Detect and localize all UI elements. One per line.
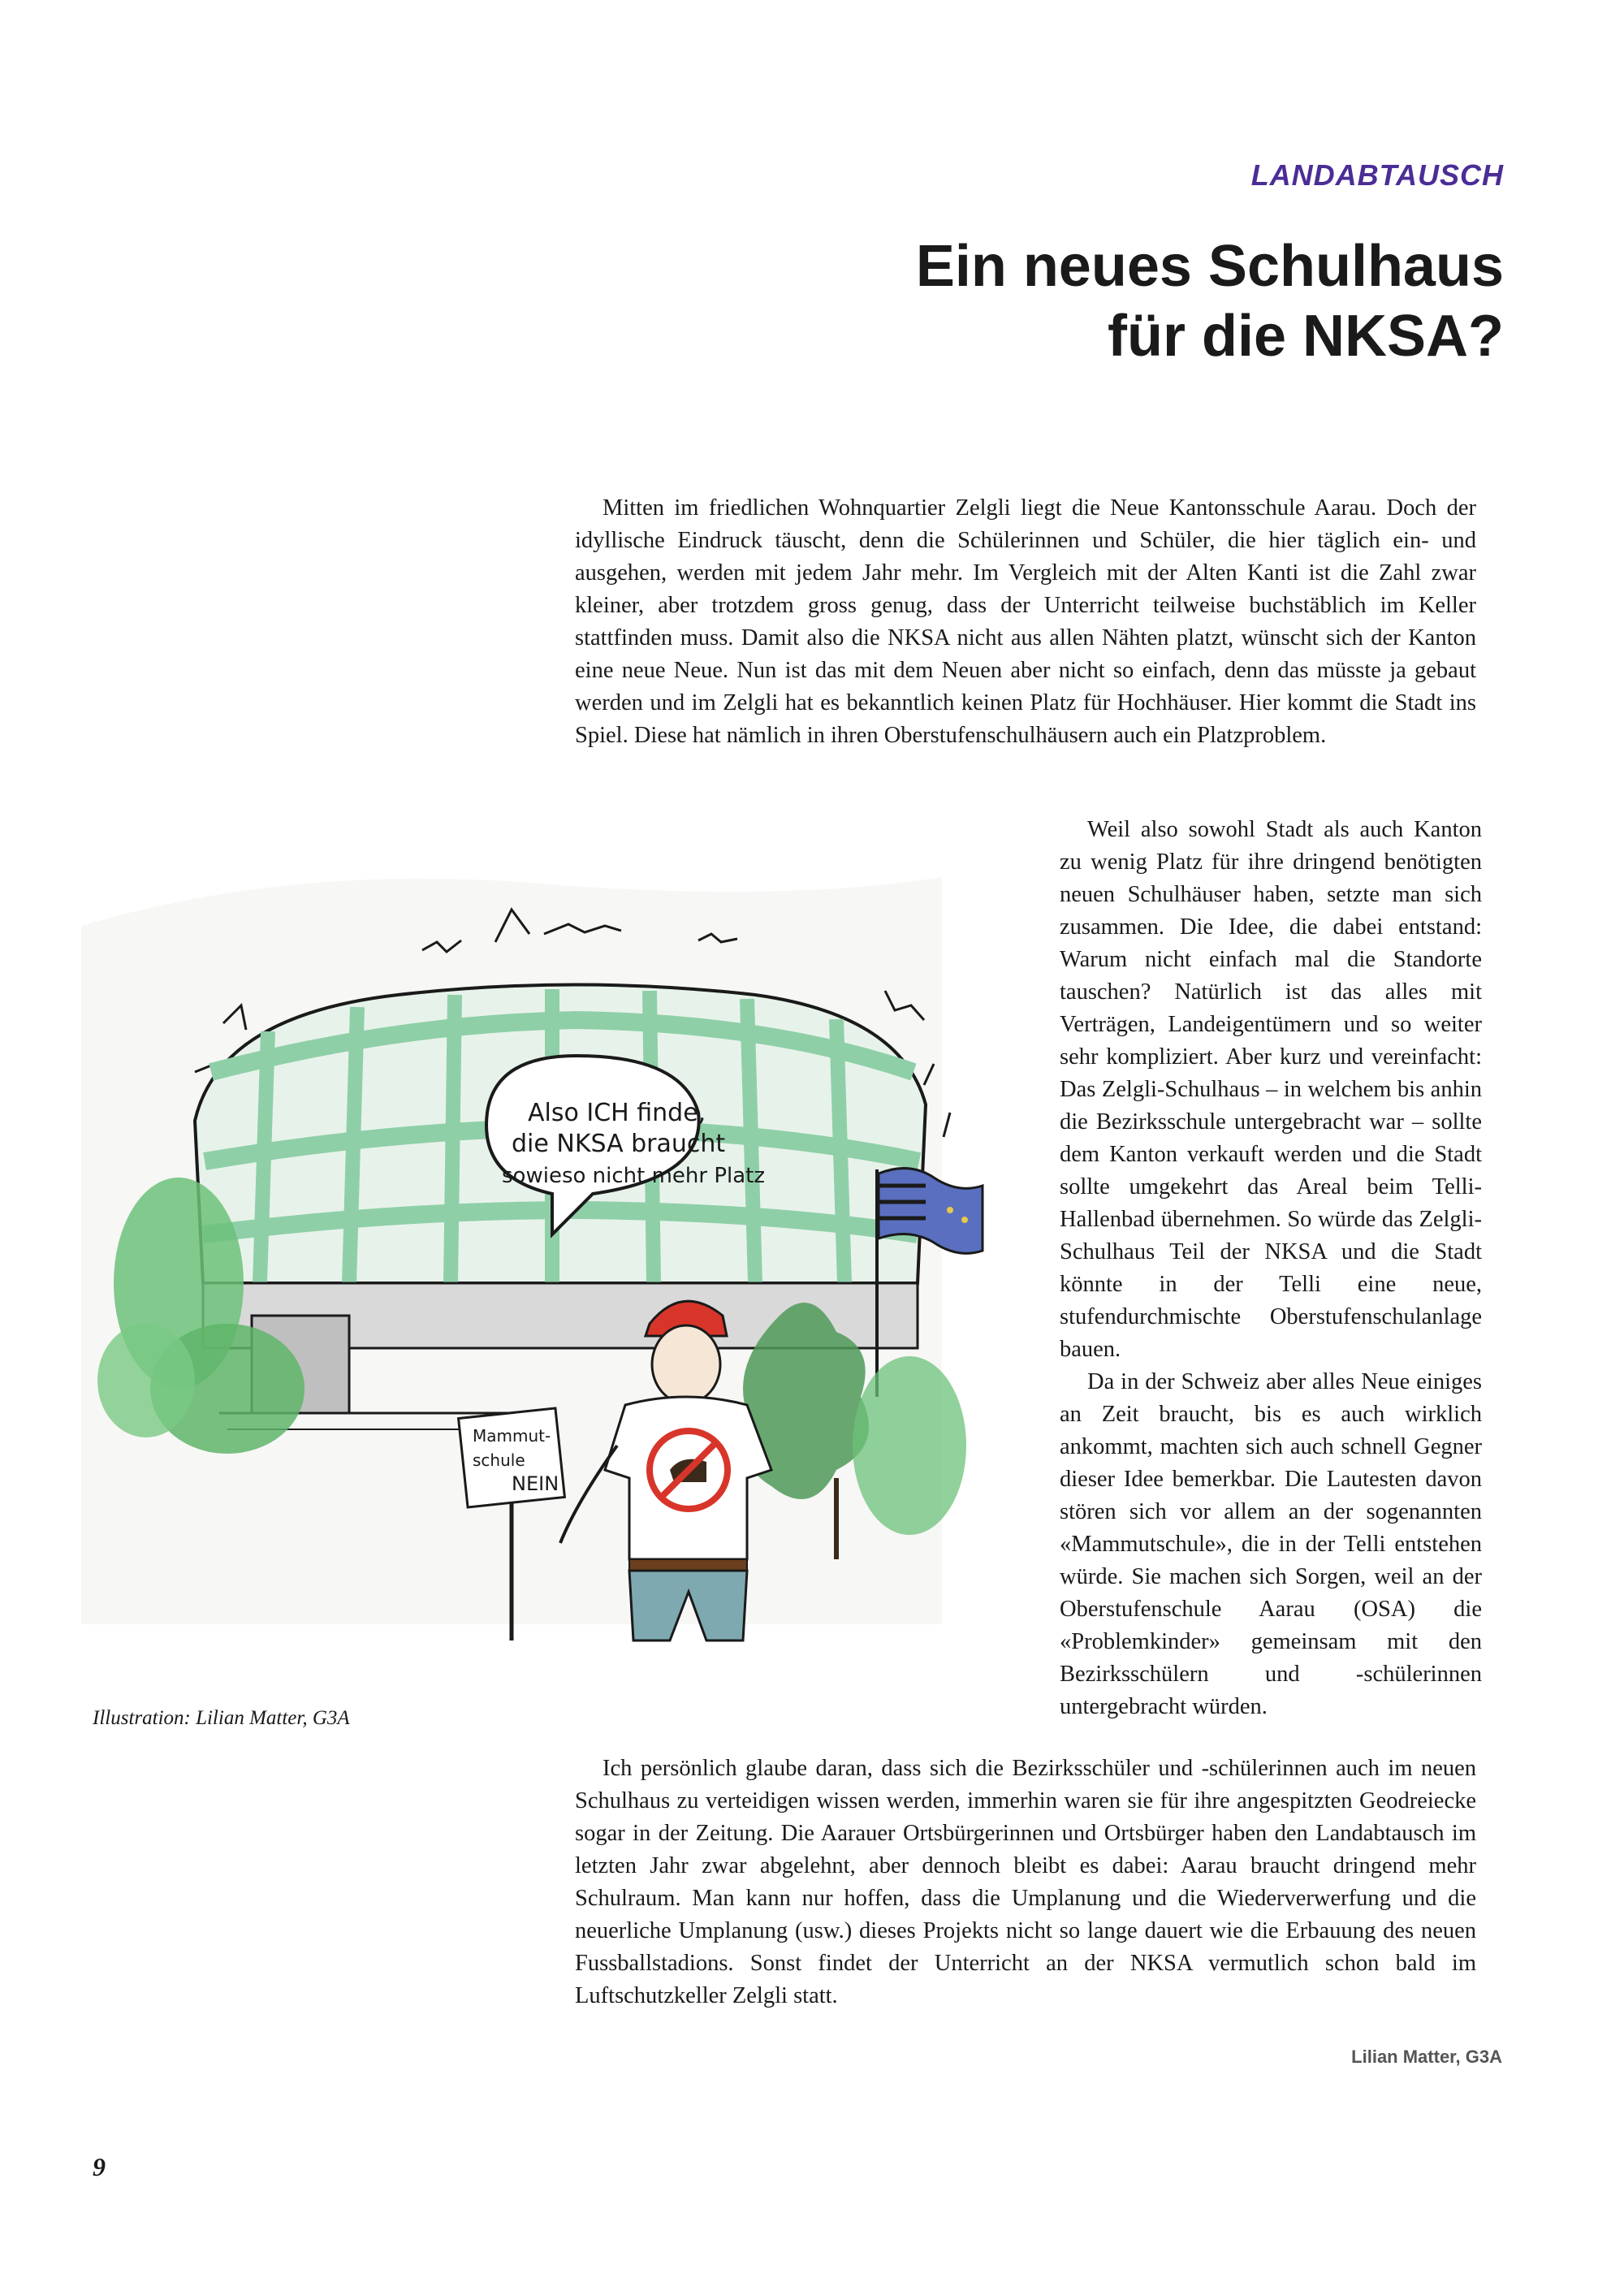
author-byline: Lilian Matter, G3A [1351, 2047, 1502, 2067]
building-cartoon-drawing [57, 828, 1031, 1665]
sign-line-2: schule [473, 1450, 525, 1470]
title-line-1: Ein neues Schulhaus [915, 234, 1504, 299]
sign-line-1: Mammut- [473, 1426, 551, 1446]
bubble-line-1: Also ICH finde, [528, 1099, 706, 1127]
title-line-2: für die NKSA? [1107, 304, 1504, 369]
section-kicker: LANDABTAUSCH [1250, 158, 1504, 192]
bubble-line-3: sowieso nicht mehr Platz [502, 1164, 766, 1188]
bubble-line-2: die NKSA braucht [512, 1130, 726, 1158]
article-title [692, 231, 1504, 371]
article-paragraph-1: Mitten im friedlichen Wohnquartier Zelgli liegt die Neue Kantonsschule Aarau. Doch der idyllische Eindruck täuscht, denn die Schülerinnen und Schüler, die hier täglich ein- und ausgehen, werden mit jedem Jahr mehr. Im Vergleich mit der Alten Kanti ist die Zahl zwar kleiner, aber trotzdem gross genug, dass der Unterricht teilweise buchstäblich im Keller stattfinden muss. Damit also die NKSA nicht aus allen Nähten platzt, wünscht sich der Kanton eine neue Neue. Nun ist das mit dem Neuen aber nicht so einfach, denn das müsste ja gebaut werden und im Zelgli hat es bekanntlich keinen Platz für Hochhäuser. Hier kommt die Stadt ins Spiel. Diese hat nämlich in ihren Oberstufenschulhäusern auch ein Platzproblem. [575, 495, 1476, 748]
article-paragraph-2: Weil also sowohl Stadt als auch Kanton zu wenig Platz für ihre dringend benötigten neuen Schulhäuser haben, setzte man sich zusammen. Die Idee, die dabei entstand: Warum nicht einfach mal die Standorte tauschen? Natürlich ist das alles mit Verträgen, Landeigentümern und so weiter sehr kompliziert. Aber kurz und vereinfacht: Das Zelgli-Schulhaus – in welchem bis anhin die Bezirksschule untergebracht war – sollte dem Kanton verkauft werden und die Stadt sollte umgekehrt das Areal beim Telli-Hallenbad übernehmen. So würde das Zelgli-Schulhaus Teil der NKSA und die Stadt könnte in der Telli eine neue, stufendurchmischte Oberstufenschulanlage bauen. [1060, 817, 1482, 1362]
sign-line-3: NEIN [512, 1472, 559, 1495]
illustration-caption: Illustration: Lilian Matter, G3A [93, 1707, 350, 1729]
article-paragraph-4: Ich persönlich glaube daran, dass sich die Bezirksschüler und -schülerinnen auch im neuen Schulhaus zu verteidigen wissen werden, immerhin waren sie für ihre angespitzten Geodreiecke sogar in der Zeitung. Die Aarauer Ortsbürgerinnen und Ortsbürger haben den Landabtausch im letzten Jahr zwar abgelehnt, aber dennoch bleibt es dabei: Aarau braucht dringend mehr Schulraum. Man kann nur hoffen, dass die Umplanung und die Wiederverwerfung und die neuerliche Umplanung (usw.) dieses Projekts nicht so lange dauert wie die Erbauung des neuen Fussballstadions. Sonst findet der Unterricht an der NKSA vermutlich schon bald im Luftschutzkeller Zelgli statt. [575, 1756, 1476, 2008]
illustration [57, 828, 1031, 1665]
article-paragraph-3: Da in der Schweiz aber alles Neue einiges an Zeit braucht, bis es auch wirklich ankommt, machten sich auch schnell Gegner dieser Idee bemerkbar. Die Lautesten davon stören sich vor allem an der sogenannten «Mammutschule», die in der Telli entstehen würde. Sie machen sich Sorgen, weil an der Oberstufenschule Aarau (OSA) die «Problemkinder» gemeinsam mit den Bezirksschülern und -schülerinnen untergebracht würden. [1060, 1369, 1482, 1719]
page-number: 9 [93, 2152, 106, 2181]
